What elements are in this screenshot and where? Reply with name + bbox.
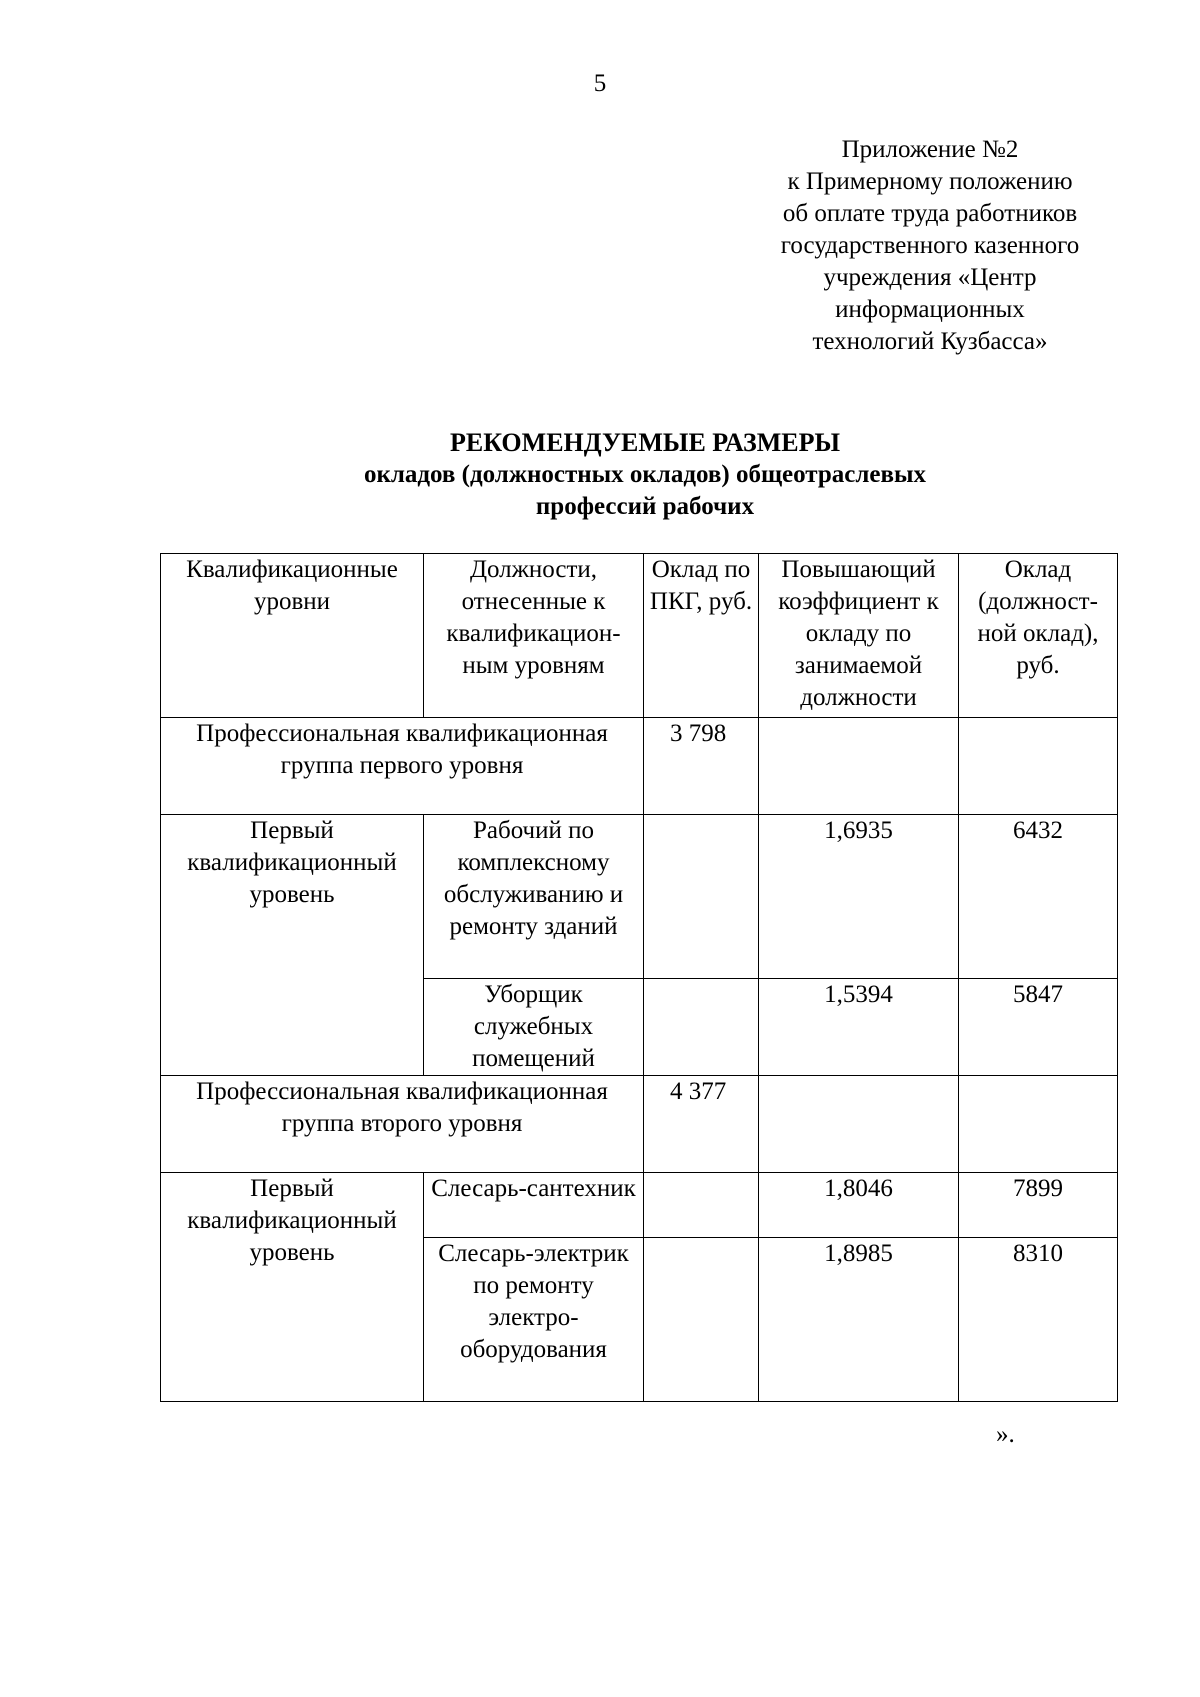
empty-cell xyxy=(644,1173,759,1238)
table-row xyxy=(161,1173,1118,1238)
heading-subtitle: профессий рабочих xyxy=(535,493,755,520)
empty-cell xyxy=(759,718,959,815)
group-title: Профессиональная квалификационная группа первого уровня xyxy=(161,718,644,815)
appendix-line: Приложение №2 xyxy=(841,136,1019,163)
header-coefficient: Повышающий коэффициент к окладу по занимаемой должности xyxy=(759,554,959,718)
salary-value: 7899 xyxy=(959,1173,1118,1238)
coefficient-value: 1,8985 xyxy=(759,1238,959,1402)
qualification-level: Первый квалификационный уровень xyxy=(161,815,424,1076)
header-levels: Квалификационные уровни xyxy=(161,554,424,718)
salary-value: 6432 xyxy=(959,815,1118,979)
appendix-reference xyxy=(730,134,1130,358)
position-name: Слесарь-сантехник xyxy=(424,1173,644,1238)
empty-cell xyxy=(959,718,1118,815)
header-positions: Должности, отнесенные к квалификацион-ным уровням xyxy=(424,554,644,718)
qualification-level: Первый квалификационный уровень xyxy=(161,1173,424,1402)
position-name: Слесарь-электрик по ремонту электро-оборудования xyxy=(424,1238,644,1402)
appendix-line: учреждения «Центр xyxy=(823,264,1037,291)
appendix-line: технологий Кузбасса» xyxy=(812,328,1048,355)
group-base-salary: 4 377 xyxy=(644,1076,759,1173)
group-base-salary: 3 798 xyxy=(644,718,759,815)
table-row xyxy=(161,815,1118,979)
table-header-row xyxy=(161,554,1118,718)
appendix-line: информационных xyxy=(835,296,1025,323)
empty-cell xyxy=(759,1076,959,1173)
appendix-line: государственного казенного xyxy=(780,232,1080,259)
coefficient-value: 1,6935 xyxy=(759,815,959,979)
coefficient-value: 1,5394 xyxy=(759,979,959,1076)
group-title: Профессиональная квалификационная группа второго уровня xyxy=(161,1076,644,1173)
empty-cell xyxy=(644,979,759,1076)
closing-quote: ». xyxy=(996,1421,1015,1448)
empty-cell xyxy=(959,1076,1118,1173)
coefficient-value: 1,8046 xyxy=(759,1173,959,1238)
header-base-salary: Оклад по ПКГ, руб. xyxy=(644,554,759,718)
document-heading xyxy=(250,427,1040,523)
heading-subtitle: окладов (должностных окладов) общеотраслевых xyxy=(363,461,927,488)
group-row xyxy=(161,1076,1118,1173)
heading-title: РЕКОМЕНДУЕМЫЕ РАЗМЕРЫ xyxy=(450,428,840,457)
header-salary: Оклад (должност-ной оклад), руб. xyxy=(959,554,1118,718)
salary-value: 5847 xyxy=(959,979,1118,1076)
salary-value: 8310 xyxy=(959,1238,1118,1402)
group-row xyxy=(161,718,1118,815)
page-number: 5 xyxy=(593,70,607,97)
appendix-line: об оплате труда работников xyxy=(782,200,1078,227)
empty-cell xyxy=(644,1238,759,1402)
empty-cell xyxy=(644,815,759,979)
position-name: Уборщик служебных помещений xyxy=(424,979,644,1076)
appendix-line: к Примерному положению xyxy=(787,168,1073,195)
position-name: Рабочий по комплексному обслуживанию и ремонту зданий xyxy=(424,815,644,979)
salary-table xyxy=(160,553,1118,1402)
